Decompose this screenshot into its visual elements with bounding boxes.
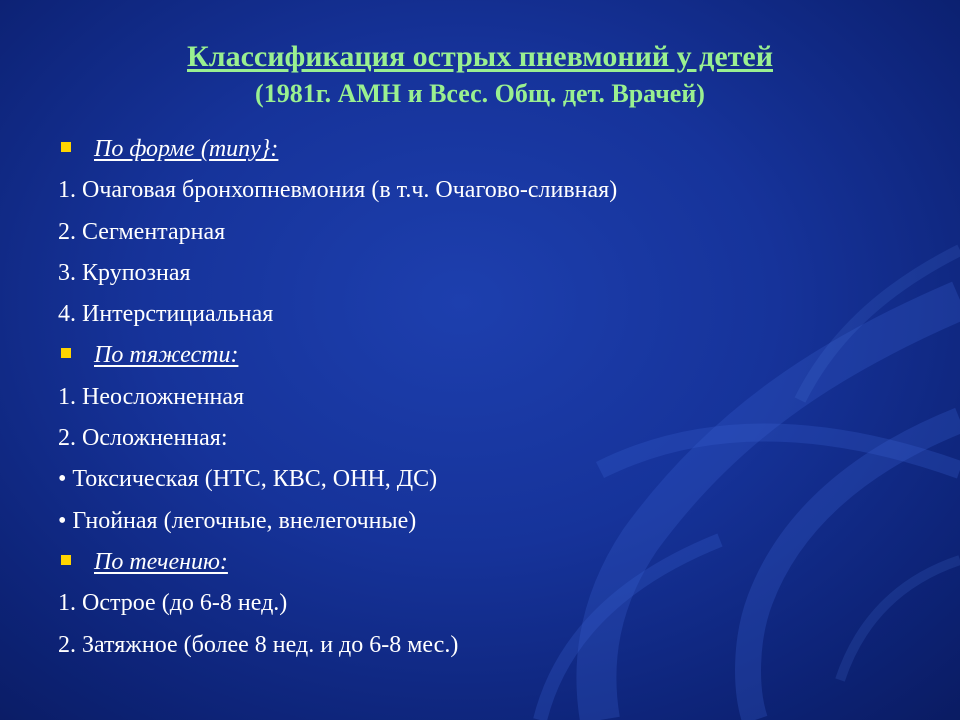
- section-heading-course: По течению:: [58, 547, 918, 588]
- slide-title: [0, 37, 960, 111]
- list-item: 4. Интерстициальная: [58, 301, 274, 328]
- square-bullet-icon: [61, 555, 71, 565]
- section-heading-severity: По тяжести:: [58, 340, 918, 381]
- list-item: 2. Затяжное (более 8 нед. и до 6-8 мес.): [58, 631, 459, 658]
- list-item: 2. Осложненная:: [58, 425, 228, 452]
- list-item: • Токсическая (НТС, КВС, ОНН, ДС): [58, 466, 438, 493]
- list-item: 1. Острое (до 6-8 нед.): [58, 590, 288, 617]
- list-item: 1. Неосложненная: [58, 383, 245, 410]
- title-main: Классификация острых пневмоний у детей: [187, 40, 773, 73]
- list-item: • Гнойная (легочные, внелегочные): [58, 507, 417, 534]
- square-bullet-icon: [61, 142, 71, 152]
- list-item: 2. Сегментарная: [58, 218, 226, 245]
- section-heading-form: По форме (типу}:: [58, 134, 918, 175]
- square-bullet-icon: [61, 348, 71, 358]
- list-item: 1. Очаговая бронхопневмония (в т.ч. Очагово-сливная): [58, 177, 618, 204]
- list-item: 3. Крупозная: [58, 259, 191, 286]
- title-subtitle: (1981г. АМН и Всес. Общ. дет. Врачей): [255, 79, 705, 108]
- classification-list: [58, 134, 918, 671]
